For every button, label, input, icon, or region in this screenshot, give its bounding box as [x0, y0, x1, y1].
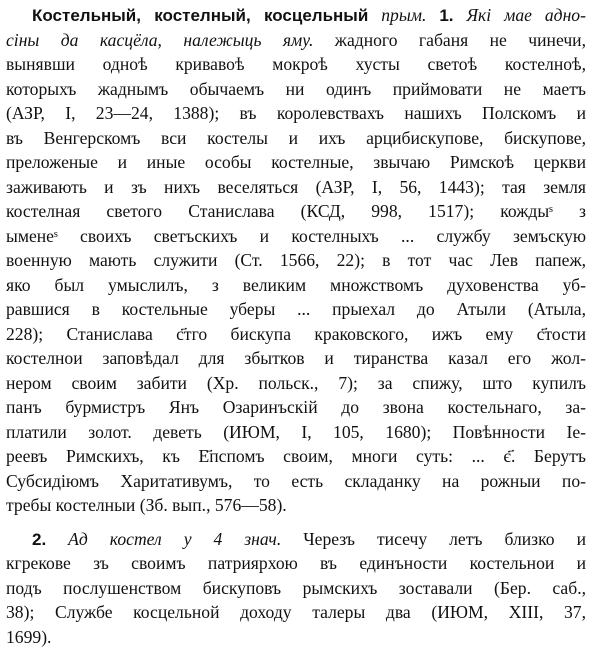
- sense-definition: Які мае адно-: [466, 5, 586, 25]
- quote-text: вынявши одноѣ кривавоѣ мокроѣ хусты светоѣ костелноѣ,: [6, 54, 586, 74]
- entry-line: [6, 77, 586, 102]
- entry-line: [6, 527, 586, 552]
- quote-text: кгрекове зъ своимъ патриярхою въ единъности костельнои и: [6, 553, 586, 573]
- entry-line: [6, 150, 586, 175]
- sense-definition-cont: сіны да касцёла, належыць яму.: [6, 30, 313, 50]
- quote-text: костелная светого Станислава (КСД, 998, 1517); кождыˢ з: [6, 201, 586, 221]
- entry-line: [6, 371, 586, 396]
- entry-line: [6, 52, 586, 77]
- quote-text: въ Венгерскомъ вси костелы и ихъ арцибискупове, бискупове,: [6, 128, 586, 148]
- entry-line: [6, 625, 586, 649]
- entry-line: [6, 297, 586, 322]
- entry-line: [6, 28, 586, 53]
- quote-text: (АЗР, І, 23—24, 1388); въ королевствахъ нашихъ Полскомъ и: [6, 103, 586, 123]
- entry-line: [6, 551, 586, 576]
- quote-text: преложеные и иные особы костелные, звычаю Римскоѣ церкви: [6, 152, 586, 172]
- quote-text: 38); Службе косцельной доходу талеры два (ИЮМ, XIII, 37,: [6, 602, 586, 622]
- quote-text: нером своим забити (Хр. польск., 7); за спижу, што купилъ: [6, 373, 586, 393]
- quote-text: равшися в костельные уберы ... прыехал до Атыли (Атыла,: [6, 299, 586, 319]
- entry-line: [6, 420, 586, 445]
- quote-text: 228); Станислава с҃тго бискупа краковского, ижъ ему с҃тости: [6, 324, 586, 344]
- sense-number: 2.: [32, 530, 46, 549]
- entry-line: [6, 395, 586, 420]
- part-of-speech: прым.: [381, 5, 426, 25]
- entry-line: [6, 199, 586, 224]
- dictionary-entry: [6, 3, 586, 649]
- quote-text: реевъ Римскихъ, къ Е҃пспомъ своим, многи суть: ... є҃. Берутъ: [6, 446, 586, 466]
- entry-line: [6, 126, 586, 151]
- quote-text: жадного габаня не чинечи,: [313, 30, 586, 50]
- quote-text: платили золот. деветь (ИЮМ, І, 105, 1680); Повѣнности Іе-: [6, 422, 586, 442]
- entry-line: [6, 101, 586, 126]
- entry-line: [6, 322, 586, 347]
- quote-text: ымене͏ˢ своихъ светъскихъ и костелныхъ ... службу земъскую: [6, 226, 586, 246]
- quote-text: яко был умыслилъ, з великим множствомъ духовенства уб-: [6, 275, 586, 295]
- headword: Костельный, костелный, косцельный: [32, 6, 368, 25]
- quote-text: панъ бурмистръ Янъ Озаринъскій до звона костельнаго, за-: [6, 397, 586, 417]
- entry-line: [6, 493, 586, 518]
- quote-text: требы костелныи (Зб. вып., 576—58).: [6, 495, 287, 515]
- quote-text: заживають и зъ нихъ веселяться (АЗР, І, 56, 1443); тая земля: [6, 177, 586, 197]
- entry-line: [6, 444, 586, 469]
- quote-text: костелнои заповѣдал для збытков и тиранства казал его жол-: [6, 348, 586, 368]
- quote-text: Субсидіюмъ Харитативумъ, то есть складанку на рожныи по-: [6, 471, 586, 491]
- entry-line: [6, 248, 586, 273]
- entry-line: [6, 3, 586, 28]
- entry-line: [6, 346, 586, 371]
- entry-line: [6, 469, 586, 494]
- entry-line: [6, 600, 586, 625]
- entry-line: [6, 576, 586, 601]
- quote-text: военную мають служити (Ст. 1566, 22); в тот час Лев папеж,: [6, 250, 586, 270]
- quote-text: Черезъ тисечу летъ близко и: [281, 529, 586, 549]
- sense-number: 1.: [439, 6, 453, 25]
- quote-text: 1699).: [6, 627, 51, 647]
- sense-definition: Ад костел у 4 знач.: [68, 529, 281, 549]
- entry-line: [6, 273, 586, 298]
- entry-line: [6, 175, 586, 200]
- quote-text: подъ послушенством бискуповъ рымскихъ зоставали (Бер. саб.,: [6, 578, 586, 598]
- quote-text: которыхъ жаднымъ обычаемъ ни одинъ приймовати не маетъ: [6, 79, 586, 99]
- sense-separator: [6, 518, 586, 527]
- entry-line: [6, 224, 586, 249]
